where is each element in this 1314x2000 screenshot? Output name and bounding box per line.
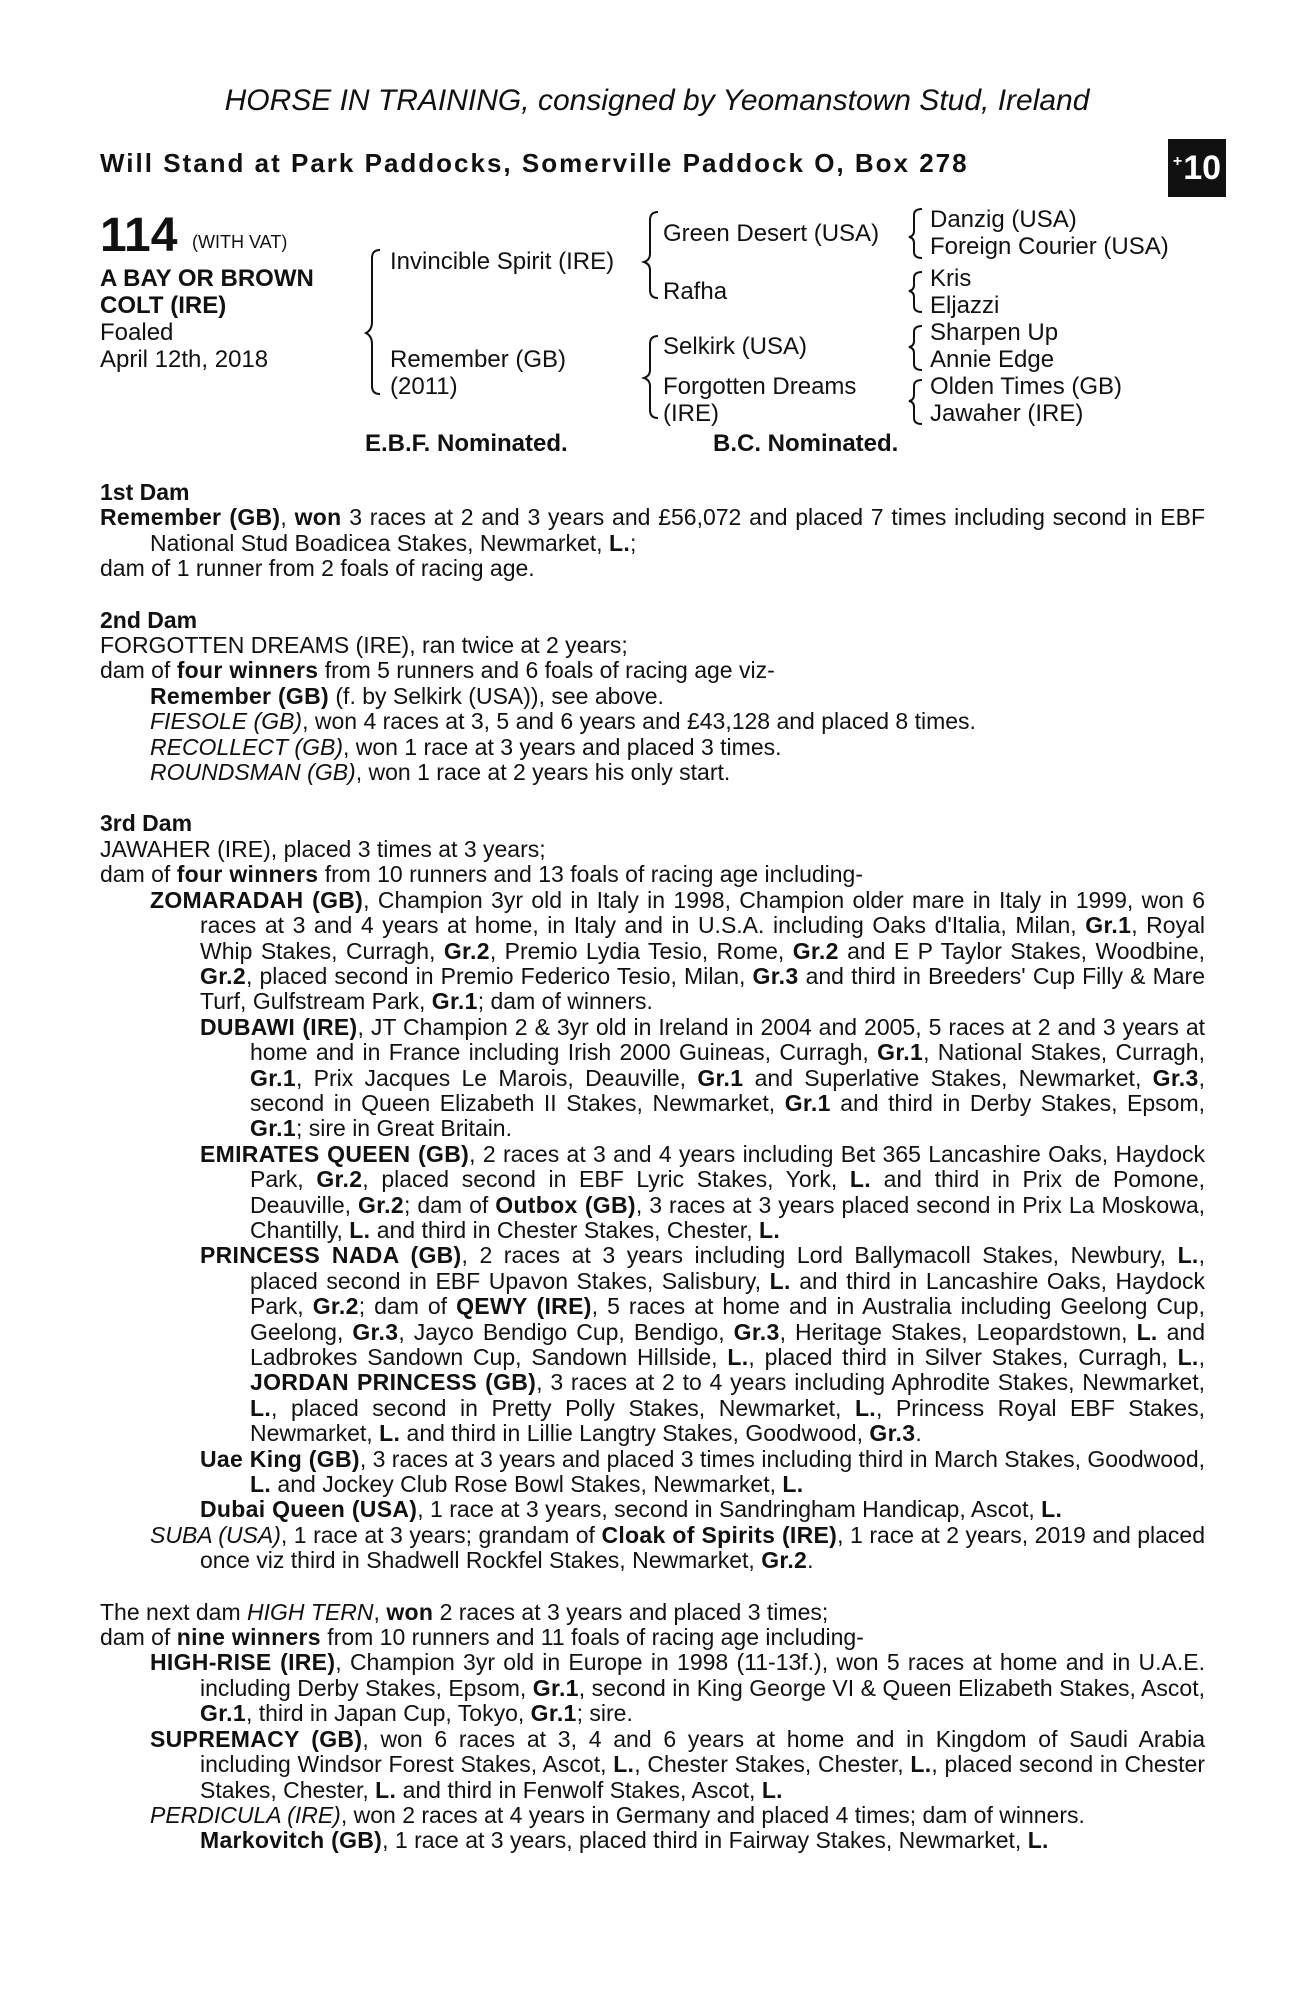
pedigree-g3-8: Jawaher (IRE) (930, 400, 1084, 427)
pedigree-dam-2: (2011) (390, 373, 458, 400)
pedigree-sire-sire: Green Desert (USA) (663, 220, 880, 247)
offspring-perdicula: PERDICULA (IRE), won 2 races at 4 years in Germany and placed 4 times; dam of winners. (150, 1801, 1085, 1828)
pedigree-g3-1: Danzig (USA) (930, 206, 1077, 233)
pedigree-dam-1: Remember (GB) (390, 346, 567, 373)
brace-gen2-sire (644, 212, 658, 298)
offspring-item: ROUNDSMAN (GB), won 1 race at 2 years his only start. (150, 759, 731, 786)
offspring-item: FIESOLE (GB), won 4 races at 3, 5 and 6 years and £43,128 and placed 8 times. (150, 708, 976, 735)
pedigree-g3-4: Eljazzi (930, 292, 1000, 319)
next-dam-line: The next dam HIGH TERN, won 2 races at 3 years and placed 3 times; (100, 1598, 829, 1625)
first-dam-heading: 1st Dam (100, 479, 190, 505)
foal-date: April 12th, 2018 (100, 346, 269, 373)
offspring-dubawi: DUBAWI (IRE), JT Champion 2 & 3yr old in Ireland in 2004 and 2005, 5 races at 2 and 3 years at home and in France including Irish 2000 Guineas, Curragh, Gr.1, National Stakes, Curragh, Gr.1, Prix Jacques Le Marois, Deauville, Gr.1 and Superlative Stakes, Newmarket, Gr.3, second in Queen Elizabeth II Stakes, Newmarket, Gr.1 and third in Derby Stakes, Epsom, Gr.1; sire in Great Britain. (200, 1013, 1206, 1142)
second-dam-produce: dam of four winners from 5 runners and 6 foals of racing age viz- (100, 657, 775, 684)
offspring-princess-nada: PRINCESS NADA (GB), 2 races at 3 years including Lord Ballymacoll Stakes, Newbury, L., placed second in EBF Upavon Stakes, Salisbury, L. and third in Lancashire Oaks, Haydock Park, Gr.2; dam of QEWY (IRE), 5 races at home and in Australia including Geelong Cup, Geelong, Gr.3, Jayco Bendigo Cup, Bendigo, Gr.3, Heritage Stakes, Leopardstown, L. and Ladbrokes Sandown Cup, Sandown Hillside, L., placed third in Silver Stakes, Curragh, L., JORDAN PRINCESS (GB), 3 races at 2 to 4 years including Aphrodite Stakes, Newmarket, L., placed second in Pretty Polly Stakes, Newmarket, L., Princess Royal EBF Stakes, Newmarket, L. and third in Lillie Langtry Stakes, Goodwood, Gr.3. (200, 1242, 1206, 1447)
second-dam-heading: 2nd Dam (100, 606, 198, 633)
pedigree-sire: Invincible Spirit (IRE) (390, 248, 615, 275)
pedigree-g3-6: Annie Edge (930, 346, 1055, 373)
offspring-dubai-queen: Dubai Queen (USA), 1 race at 3 years, second in Sandringham Handicap, Ascot, L. (200, 1496, 1063, 1523)
brace-gen1 (366, 250, 380, 394)
badge-plus: + (1172, 153, 1183, 170)
offspring-item: RECOLLECT (GB), won 1 race at 3 years and placed 3 times. (150, 733, 782, 760)
offspring-uae-king: Uae King (GB), 3 races at 3 years and placed 3 times including third in March Stakes, Goodwood, L. and Jockey Club Rose Bowl Stakes, Newmarket, L. (200, 1445, 1205, 1498)
pedigree-dam-dam-2: (IRE) (663, 400, 719, 427)
pedigree-g3-5: Sharpen Up (930, 319, 1059, 346)
pedigree-sire-dam: Rafha (663, 278, 728, 305)
pedigree-g3-2: Foreign Courier (USA) (930, 233, 1169, 260)
second-dam-line: FORGOTTEN DREAMS (IRE), ran twice at 2 years; (100, 632, 628, 659)
offspring-markovitch: Markovitch (GB), 1 race at 3 years, placed third in Fairway Stakes, Newmarket, L. (200, 1827, 1049, 1854)
pedigree-dam-sire: Selkirk (USA) (663, 333, 808, 360)
brace-gen3-4 (909, 380, 922, 424)
pedigree-g3-3: Kris (930, 265, 972, 292)
badge-number: 10 (1183, 148, 1222, 187)
dam-name: Remember (GB) (100, 504, 281, 531)
third-dam-line: JAWAHER (IRE), placed 3 times at 3 years; (100, 835, 546, 862)
pedigree-g3-7: Olden Times (GB) (930, 373, 1123, 400)
first-dam-produce: dam of 1 runner from 2 foals of racing age. (100, 555, 535, 582)
offspring-supremacy: SUPREMACY (GB), won 6 races at 3, 4 and 6 years at home and in Kingdom of Saudi Arabia including Windsor Forest Stakes, Ascot, L., Chester Stakes, Chester, L., placed second in Chester Stakes, Chester, L. and third in Fenwolf Stakes, Ascot, L. (150, 1725, 1205, 1803)
offspring-emirates-queen: EMIRATES QUEEN (GB), 2 races at 3 and 4 years including Bet 365 Lancashire Oaks, Haydock Park, Gr.2, placed second in EBF Lyric Stakes, York, L. and third in Prix de Pomone, Deauville, Gr.2; dam of Outbox (GB), 3 races at 3 years placed second in Prix La Moskowa, Chantilly, L. and third in Chester Stakes, Chester, L. (200, 1140, 1206, 1243)
brace-gen3-2 (909, 272, 922, 312)
foaled-label: Foaled (100, 319, 174, 346)
offspring-zomaradah: ZOMARADAH (GB), Champion 3yr old in Italy in 1998, Champion older mare in Italy in 1999, won 6 races at 3 and 4 years at home, in Italy and in U.S.A. including Oaks d'Italia, Milan, Gr.1, Royal Whip Stakes, Curragh, Gr.2, Premio Lydia Tesio, Rome, Gr.2 and E P Taylor Stakes, Woodbine, Gr.2, placed second in Premio Federico Tesio, Milan, Gr.3 and third in Breeders' Cup Filly & Mare Turf, Gulfstream Park, Gr.1; dam of winners. (150, 886, 1206, 1015)
brace-gen2-dam (644, 336, 658, 418)
third-dam-produce: dam of four winners from 10 runners and 13 foals of racing age including- (100, 861, 863, 888)
offspring-suba: SUBA (USA), 1 race at 3 years; grandam of Cloak of Spirits (IRE), 1 race at 2 years, 2019 and placed once viz third in Shadwell Rockfel Stakes, Newmarket, Gr.2. (150, 1521, 1206, 1574)
third-dam-heading: 3rd Dam (100, 810, 193, 837)
first-dam-record: Remember (GB), won 3 races at 2 and 3 years and £56,072 and placed 7 times including second in EBF National Stud Boadicea Stakes, Newmarket, L.; (100, 504, 1206, 556)
lot-description-2: COLT (IRE) (100, 292, 227, 319)
pedigree-dam-dam-1: Forgotten Dreams (663, 373, 857, 400)
brace-gen3-1 (909, 209, 922, 258)
bc-nominated: B.C. Nominated. (713, 430, 899, 457)
vat-note: (WITH VAT) (192, 232, 288, 252)
produce-record (100, 480, 1205, 1854)
brace-gen3-3 (909, 326, 922, 370)
next-dam-produce: dam of nine winners from 10 runners and 11 foals of racing age including- (100, 1624, 864, 1651)
lot-number: 114 (100, 209, 178, 262)
offspring-item: Remember (GB) (f. by Selkirk (USA)), see above. (150, 682, 664, 709)
offspring-high-rise: HIGH-RISE (IRE), Champion 3yr old in Europe in 1998 (11-13f.), won 5 races at home and in U.A.E. including Derby Stakes, Epsom, Gr.1, second in King George VI & Queen Elizabeth Stakes, Ascot, Gr.1, third in Japan Cup, Tokyo, Gr.1; sire. (150, 1649, 1205, 1727)
lot-description-1: A BAY OR BROWN (100, 265, 314, 292)
ebf-nominated: E.B.F. Nominated. (365, 430, 568, 457)
page-title: HORSE IN TRAINING, consigned by Yeomanstown Stud, Ireland (224, 84, 1090, 117)
stand-location: Will Stand at Park Paddocks, Somerville Paddock O, Box 278 (100, 148, 969, 178)
